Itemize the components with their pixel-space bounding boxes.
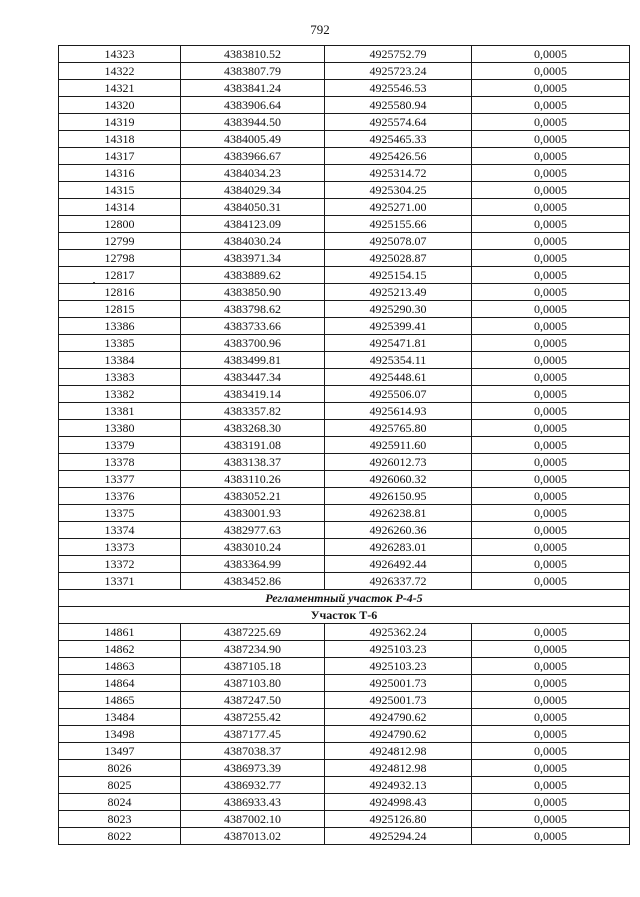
x-coordinate-cell: 4383971.34 [181,250,325,267]
plot-heading: Участок Т-6 [59,607,630,624]
y-coordinate-cell: 4925126.80 [325,811,472,828]
table-row [59,539,630,556]
table-row [59,624,630,641]
y-coordinate-cell: 4925362.24 [325,624,472,641]
y-coordinate-cell: 4925354.11 [325,352,472,369]
table-row [59,63,630,80]
point-number-cell: 8025 [59,777,181,794]
x-coordinate-cell: 4383419.14 [181,386,325,403]
value-cell: 0,0005 [472,675,630,692]
value-cell: 0,0005 [472,114,630,131]
x-coordinate-cell: 4387038.37 [181,743,325,760]
y-coordinate-cell: 4924812.98 [325,760,472,777]
y-coordinate-cell: 4925506.07 [325,386,472,403]
y-coordinate-cell: 4924812.98 [325,743,472,760]
point-number-cell: 13384 [59,352,181,369]
value-cell: 0,0005 [472,828,630,845]
x-coordinate-cell: 4383268.30 [181,420,325,437]
point-number-cell: 13381 [59,403,181,420]
y-coordinate-cell: 4925614.93 [325,403,472,420]
value-cell: 0,0005 [472,488,630,505]
table-row [59,233,630,250]
table-row [59,488,630,505]
value-cell: 0,0005 [472,556,630,573]
x-coordinate-cell: 4384030.24 [181,233,325,250]
x-coordinate-cell: 4383700.96 [181,335,325,352]
x-coordinate-cell: 4383944.50 [181,114,325,131]
x-coordinate-cell: 4387177.45 [181,726,325,743]
table-row [59,692,630,709]
value-cell: 0,0005 [472,743,630,760]
value-cell: 0,0005 [472,403,630,420]
table-row [59,267,630,284]
value-cell: 0,0005 [472,63,630,80]
table-row [59,420,630,437]
table-row [59,284,630,301]
table-row [59,743,630,760]
value-cell: 0,0005 [472,454,630,471]
table-row [59,709,630,726]
y-coordinate-cell: 4926238.81 [325,505,472,522]
value-cell: 0,0005 [472,522,630,539]
x-coordinate-cell: 4387225.69 [181,624,325,641]
table-row [59,556,630,573]
section-heading-row [59,607,630,624]
value-cell: 0,0005 [472,777,630,794]
y-coordinate-cell: 4925723.24 [325,63,472,80]
x-coordinate-cell: 4384029.34 [181,182,325,199]
y-coordinate-cell: 4925213.49 [325,284,472,301]
value-cell: 0,0005 [472,80,630,97]
coordinates-block-2 [59,624,630,845]
y-coordinate-cell: 4924998.43 [325,794,472,811]
table-row [59,131,630,148]
x-coordinate-cell: 4383447.34 [181,369,325,386]
point-number-cell: 8026 [59,760,181,777]
value-cell: 0,0005 [472,386,630,403]
point-number-cell: 13498 [59,726,181,743]
y-coordinate-cell: 4926283.01 [325,539,472,556]
point-number-cell: 8022 [59,828,181,845]
table-row [59,199,630,216]
x-coordinate-cell: 4387013.02 [181,828,325,845]
table-row [59,403,630,420]
x-coordinate-cell: 4383138.37 [181,454,325,471]
point-number-cell: 14322 [59,63,181,80]
y-coordinate-cell: 4925290.30 [325,301,472,318]
value-cell: 0,0005 [472,97,630,114]
y-coordinate-cell: 4925448.61 [325,369,472,386]
y-coordinate-cell: 4925314.72 [325,165,472,182]
table-row [59,675,630,692]
table-row [59,794,630,811]
x-coordinate-cell: 4383733.66 [181,318,325,335]
point-number-cell: 8023 [59,811,181,828]
value-cell: 0,0005 [472,505,630,522]
y-coordinate-cell: 4925155.66 [325,216,472,233]
table-row [59,369,630,386]
y-coordinate-cell: 4925399.41 [325,318,472,335]
x-coordinate-cell: 4383810.52 [181,46,325,63]
x-coordinate-cell: 4387103.80 [181,675,325,692]
table-row [59,97,630,114]
x-coordinate-cell: 4383906.64 [181,97,325,114]
table-row [59,386,630,403]
x-coordinate-cell: 4384034.23 [181,165,325,182]
value-cell: 0,0005 [472,199,630,216]
y-coordinate-cell: 4924790.62 [325,709,472,726]
point-number-cell: 12800 [59,216,181,233]
table-row [59,352,630,369]
point-number-cell: 12816 [59,284,181,301]
point-number-cell: 13484 [59,709,181,726]
value-cell: 0,0005 [472,352,630,369]
y-coordinate-cell: 4926012.73 [325,454,472,471]
y-coordinate-cell: 4926337.72 [325,573,472,590]
x-coordinate-cell: 4387002.10 [181,811,325,828]
point-number-cell: 13497 [59,743,181,760]
table-row [59,811,630,828]
point-number-cell: 12815 [59,301,181,318]
value-cell: 0,0005 [472,658,630,675]
coordinates-table [58,45,630,845]
value-cell: 0,0005 [472,692,630,709]
y-coordinate-cell: 4926492.44 [325,556,472,573]
point-number-cell: 12798 [59,250,181,267]
y-coordinate-cell: 4926150.95 [325,488,472,505]
value-cell: 0,0005 [472,165,630,182]
point-number-cell: 13380 [59,420,181,437]
value-cell: 0,0005 [472,301,630,318]
y-coordinate-cell: 4925574.64 [325,114,472,131]
x-coordinate-cell: 4386932.77 [181,777,325,794]
x-coordinate-cell: 4386973.39 [181,760,325,777]
point-number-cell: 14323 [59,46,181,63]
x-coordinate-cell: 4383841.24 [181,80,325,97]
table-row [59,114,630,131]
value-cell: 0,0005 [472,624,630,641]
point-number-cell: 13374 [59,522,181,539]
point-number-cell: 13378 [59,454,181,471]
section-headings [59,590,630,624]
point-number-cell: 14318 [59,131,181,148]
value-cell: 0,0005 [472,420,630,437]
x-coordinate-cell: 4383798.62 [181,301,325,318]
table-row [59,250,630,267]
point-number-cell: 13382 [59,386,181,403]
value-cell: 0,0005 [472,335,630,352]
x-coordinate-cell: 4383499.81 [181,352,325,369]
regulation-area-heading: Регламентный участок Р-4-5 [59,590,630,607]
y-coordinate-cell: 4925911.60 [325,437,472,454]
y-coordinate-cell: 4925546.53 [325,80,472,97]
point-number-cell: 14320 [59,97,181,114]
value-cell: 0,0005 [472,148,630,165]
point-number-cell: 14317 [59,148,181,165]
y-coordinate-cell: 4925154.15 [325,267,472,284]
table-row [59,335,630,352]
y-coordinate-cell: 4926060.32 [325,471,472,488]
value-cell: 0,0005 [472,284,630,301]
point-number-cell: 13373 [59,539,181,556]
point-number-cell: 13385 [59,335,181,352]
value-cell: 0,0005 [472,318,630,335]
y-coordinate-cell: 4925426.56 [325,148,472,165]
y-coordinate-cell: 4925294.24 [325,828,472,845]
value-cell: 0,0005 [472,46,630,63]
x-coordinate-cell: 4384123.09 [181,216,325,233]
value-cell: 0,0005 [472,726,630,743]
x-coordinate-cell: 4383889.62 [181,267,325,284]
table-row [59,301,630,318]
x-coordinate-cell: 4383807.79 [181,63,325,80]
y-coordinate-cell: 4926260.36 [325,522,472,539]
value-cell: 0,0005 [472,811,630,828]
x-coordinate-cell: 4384005.49 [181,131,325,148]
point-number-cell: 13371 [59,573,181,590]
value-cell: 0,0005 [472,641,630,658]
point-number-cell: 14863 [59,658,181,675]
point-number-cell: 12817 [59,267,181,284]
table-row [59,828,630,845]
table-row [59,318,630,335]
x-coordinate-cell: 4387247.50 [181,692,325,709]
value-cell: 0,0005 [472,437,630,454]
value-cell: 0,0005 [472,233,630,250]
table-row [59,437,630,454]
x-coordinate-cell: 4383850.90 [181,284,325,301]
point-number-cell: 13376 [59,488,181,505]
x-coordinate-cell: 4387234.90 [181,641,325,658]
table-row [59,471,630,488]
table-row [59,216,630,233]
table-row [59,760,630,777]
y-coordinate-cell: 4925752.79 [325,46,472,63]
y-coordinate-cell: 4925103.23 [325,641,472,658]
table-row [59,80,630,97]
value-cell: 0,0005 [472,794,630,811]
point-number-cell: 14315 [59,182,181,199]
x-coordinate-cell: 4383110.26 [181,471,325,488]
point-number-cell: 14861 [59,624,181,641]
value-cell: 0,0005 [472,709,630,726]
y-coordinate-cell: 4924932.13 [325,777,472,794]
x-coordinate-cell: 4383052.21 [181,488,325,505]
y-coordinate-cell: 4925103.23 [325,658,472,675]
table-row [59,658,630,675]
y-coordinate-cell: 4925304.25 [325,182,472,199]
value-cell: 0,0005 [472,250,630,267]
y-coordinate-cell: 4924790.62 [325,726,472,743]
y-coordinate-cell: 4925001.73 [325,692,472,709]
table-row [59,573,630,590]
point-number-cell: 14316 [59,165,181,182]
table-row [59,148,630,165]
x-coordinate-cell: 4383966.67 [181,148,325,165]
x-coordinate-cell: 4387255.42 [181,709,325,726]
table-row [59,777,630,794]
table-row [59,505,630,522]
x-coordinate-cell: 4384050.31 [181,199,325,216]
x-coordinate-cell: 4383452.86 [181,573,325,590]
point-number-cell: 14862 [59,641,181,658]
x-coordinate-cell: 4387105.18 [181,658,325,675]
table-row [59,182,630,199]
value-cell: 0,0005 [472,216,630,233]
value-cell: 0,0005 [472,131,630,148]
point-number-cell: 13379 [59,437,181,454]
y-coordinate-cell: 4925271.00 [325,199,472,216]
table-row [59,726,630,743]
point-number-cell: 14319 [59,114,181,131]
point-number-cell: 8024 [59,794,181,811]
point-number-cell: 12799 [59,233,181,250]
x-coordinate-cell: 4383191.08 [181,437,325,454]
point-number-cell: 13386 [59,318,181,335]
x-coordinate-cell: 4382977.63 [181,522,325,539]
table-row [59,46,630,63]
x-coordinate-cell: 4386933.43 [181,794,325,811]
y-coordinate-cell: 4925580.94 [325,97,472,114]
value-cell: 0,0005 [472,760,630,777]
table-row [59,641,630,658]
x-coordinate-cell: 4383001.93 [181,505,325,522]
value-cell: 0,0005 [472,369,630,386]
coordinates-block-1 [59,46,630,590]
value-cell: 0,0005 [472,573,630,590]
value-cell: 0,0005 [472,182,630,199]
page-number: 792 [310,22,330,37]
point-number-cell: 14314 [59,199,181,216]
y-coordinate-cell: 4925001.73 [325,675,472,692]
table-row [59,454,630,471]
section-heading-row [59,590,630,607]
value-cell: 0,0005 [472,539,630,556]
y-coordinate-cell: 4925028.87 [325,250,472,267]
y-coordinate-cell: 4925465.33 [325,131,472,148]
table-row [59,522,630,539]
point-number-cell: 13372 [59,556,181,573]
point-number-cell: 13383 [59,369,181,386]
x-coordinate-cell: 4383364.99 [181,556,325,573]
x-coordinate-cell: 4383357.82 [181,403,325,420]
y-coordinate-cell: 4925471.81 [325,335,472,352]
y-coordinate-cell: 4925078.07 [325,233,472,250]
y-coordinate-cell: 4925765.80 [325,420,472,437]
value-cell: 0,0005 [472,471,630,488]
x-coordinate-cell: 4383010.24 [181,539,325,556]
table-row [59,165,630,182]
point-number-cell: 13375 [59,505,181,522]
value-cell: 0,0005 [472,267,630,284]
point-number-cell: 14865 [59,692,181,709]
point-number-cell: 13377 [59,471,181,488]
point-number-cell: 14864 [59,675,181,692]
point-number-cell: 14321 [59,80,181,97]
